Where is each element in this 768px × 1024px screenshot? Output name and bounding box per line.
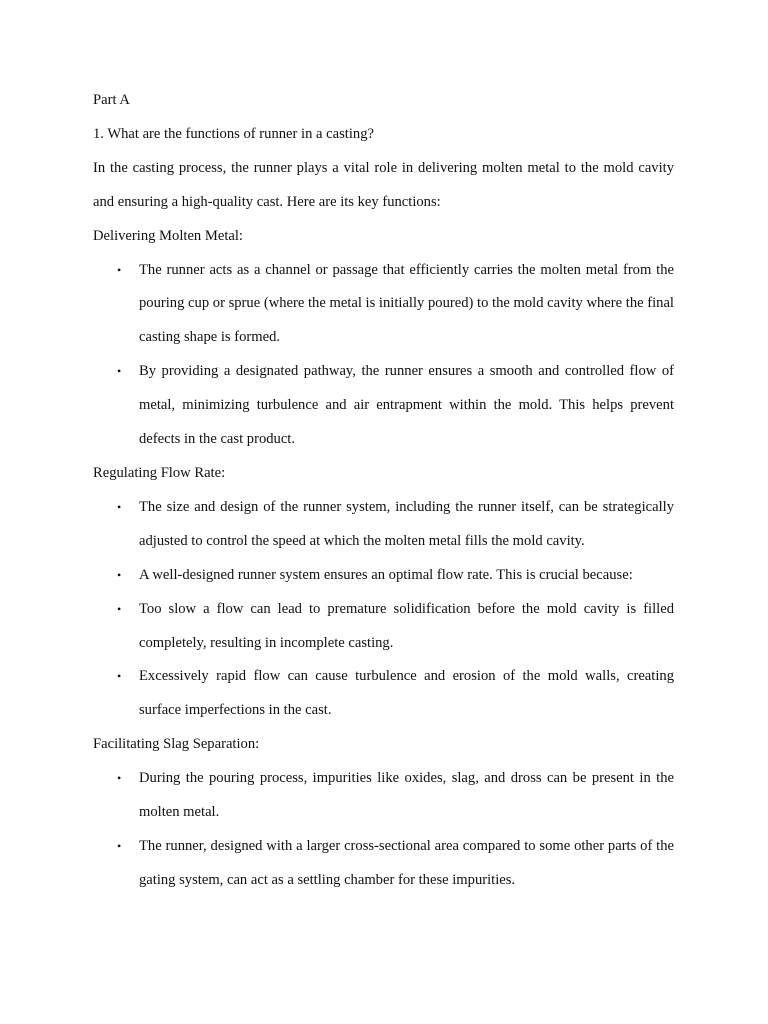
- list-item: [93, 660, 674, 728]
- bullet-list-regulating-flow-rate: [93, 491, 674, 728]
- list-item-text: The runner, designed with a larger cross-sectional area compared to some other parts of the gating system, can act as a settling chamber for these impurities.: [139, 837, 674, 888]
- section-heading-regulating-flow-rate: Regulating Flow Rate:: [93, 464, 226, 481]
- bullet-list-delivering-molten-metal: [93, 254, 674, 457]
- bullet-icon: •: [117, 262, 122, 277]
- list-item: [93, 830, 674, 898]
- list-item-text: A well-designed runner system ensures an optimal flow rate. This is crucial because:: [139, 566, 633, 583]
- list-item: [93, 593, 674, 661]
- list-item-text: By providing a designated pathway, the runner ensures a smooth and controlled flow of metal, minimizing turbulence and air entrapment within the mold. This helps prevent defects in the cast product.: [139, 363, 674, 448]
- list-item: [93, 254, 674, 356]
- bullet-icon: •: [117, 499, 122, 514]
- bullet-icon: •: [117, 771, 122, 786]
- bullet-icon: •: [117, 838, 122, 853]
- list-item: [93, 762, 674, 830]
- list-item-text: The runner acts as a channel or passage that efficiently carries the molten metal from the pouring cup or sprue (where the metal is initially poured) to the mold cavity where the final casting shape is formed.: [139, 261, 674, 346]
- question-heading: 1. What are the functions of runner in a casting?: [93, 125, 374, 142]
- list-item-text: During the pouring process, impurities like oxides, slag, and dross can be present in the molten metal.: [139, 770, 674, 821]
- part-label: Part A: [93, 92, 130, 108]
- bullet-icon: •: [117, 567, 122, 582]
- section-heading-delivering-molten-metal: Delivering Molten Metal:: [93, 227, 243, 244]
- bullet-list-facilitating-slag-separation: [93, 762, 674, 898]
- list-item-text: Too slow a flow can lead to premature solidification before the mold cavity is filled completely, resulting in incomplete casting.: [139, 600, 674, 651]
- bullet-icon: •: [117, 601, 122, 616]
- list-item: [93, 491, 674, 559]
- bullet-icon: •: [117, 669, 122, 684]
- list-item-text: The size and design of the runner system, including the runner itself, can be strategically adjusted to control the speed at which the molten metal fills the mold cavity.: [139, 498, 674, 549]
- list-item: [93, 559, 674, 593]
- bullet-icon: •: [117, 364, 122, 379]
- section-heading-facilitating-slag-separation: Facilitating Slag Separation:: [93, 736, 260, 753]
- intro-paragraph: In the casting process, the runner plays a vital role in delivering molten metal to the mold cavity and ensuring a high-quality cast. Here are its key functions:: [93, 159, 674, 210]
- document-page: [93, 84, 674, 898]
- list-item: [93, 355, 674, 457]
- list-item-text: Excessively rapid flow can cause turbulence and erosion of the mold walls, creating surface imperfections in the cast.: [139, 668, 674, 719]
